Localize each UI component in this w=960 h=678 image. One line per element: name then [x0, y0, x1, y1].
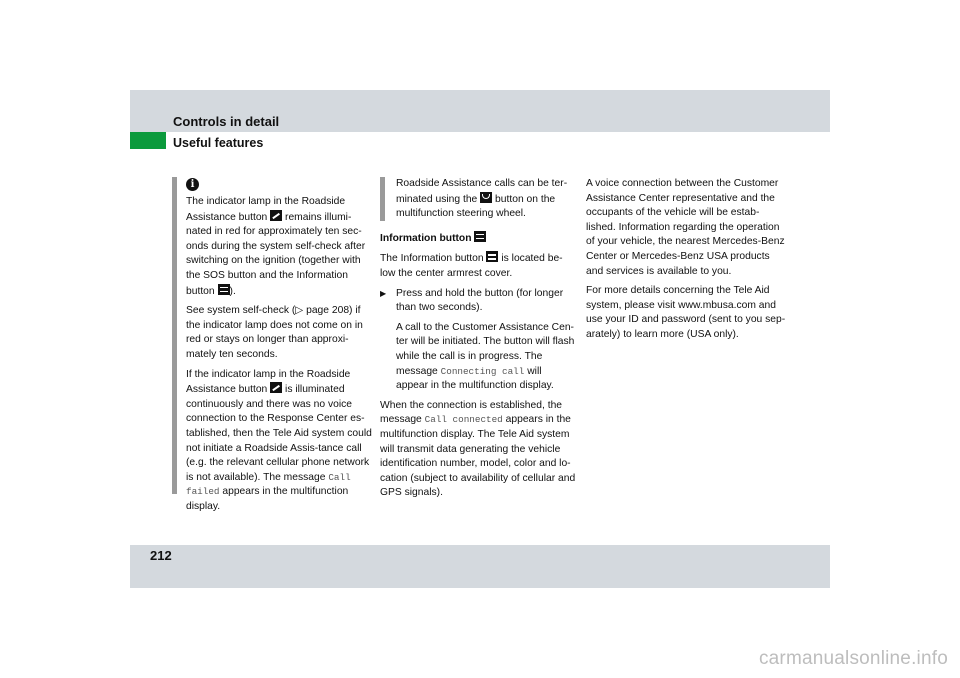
right-column — [586, 177, 786, 348]
note-paragraph: Roadside Assistance calls can be ter-minated using the button on the multifunction steering wheel. — [396, 178, 568, 220]
display-message: Call connected — [424, 414, 503, 426]
note-bar — [172, 177, 177, 494]
info-icon: i — [186, 178, 199, 191]
body-paragraph: For more details concerning the Tele Aid system, please visit www.mbusa.com and use your ID and password (sent to you sep-arately) to learn more (USA only). — [586, 285, 786, 340]
section-title: Controls in detail — [173, 114, 280, 129]
main-column — [380, 177, 576, 506]
instruction-bullet: ▶ Press and hold the button (for longer than two seconds). — [380, 287, 576, 316]
footer-band — [130, 545, 830, 588]
note-column — [186, 178, 372, 519]
information-button-icon — [474, 231, 486, 242]
roadside-assistance-icon — [270, 382, 282, 393]
note-paragraph: See system self-check (▷ page 208) if the indicator lamp does not come on in red or stays on longer than approxi-mately ten seconds. — [186, 305, 363, 360]
section-color-tab — [130, 132, 166, 149]
subsection-title: Useful features — [173, 136, 264, 150]
display-message: Call failed — [186, 471, 351, 498]
note-paragraph: The indicator lamp in the Roadside Assistance button remains illumi-nated in red for approximately ten sec-onds during the system self-check after switching on the ignition (together with the SOS button and the Information button ). — [186, 196, 366, 297]
section-heading: Information button — [380, 231, 576, 247]
watermark: carmanualsonline.info — [758, 648, 948, 669]
body-paragraph: When the connection is established, the message Call connected appears in the multifunction display. The Tele Aid system will transmit data generating the vehicle identification number, model, color and lo-cation (subject to availability of cellular and GPS signals). — [380, 399, 576, 499]
body-paragraph: A voice connection between the Customer Assistance Center representative and the occupants of the vehicle will be estab-lished. Information regarding the operation of your vehicle, the nearest Mercedes-Benz Center or Mercedes-Benz USA products and services is available to you. — [586, 178, 785, 277]
information-button-icon — [218, 284, 230, 295]
hang-up-icon — [480, 192, 492, 203]
body-paragraph: A call to the Customer Assistance Cen-ter will be initiated. The button will flash while the call is in progress. The message Connecting call will appear in the multifunction display. — [396, 321, 575, 392]
body-paragraph: The Information button is located be-low the center armrest cover. — [380, 253, 563, 279]
page-number: 212 — [150, 548, 172, 563]
information-button-icon — [486, 251, 498, 262]
note-paragraph: If the indicator lamp in the Roadside Assistance button is illuminated continuously and there was no voice connection to the Response Center es-tablished, then the Tele Aid system could not initiate a Roadside Assis-tance call (e.g. the relevant cellular phone network is not available). The message Call failed appears in the multifunction display. — [186, 368, 372, 512]
roadside-assistance-icon — [270, 210, 282, 221]
page-ref-arrow-icon: ▷ — [295, 305, 304, 317]
display-message: Connecting call — [440, 365, 525, 377]
